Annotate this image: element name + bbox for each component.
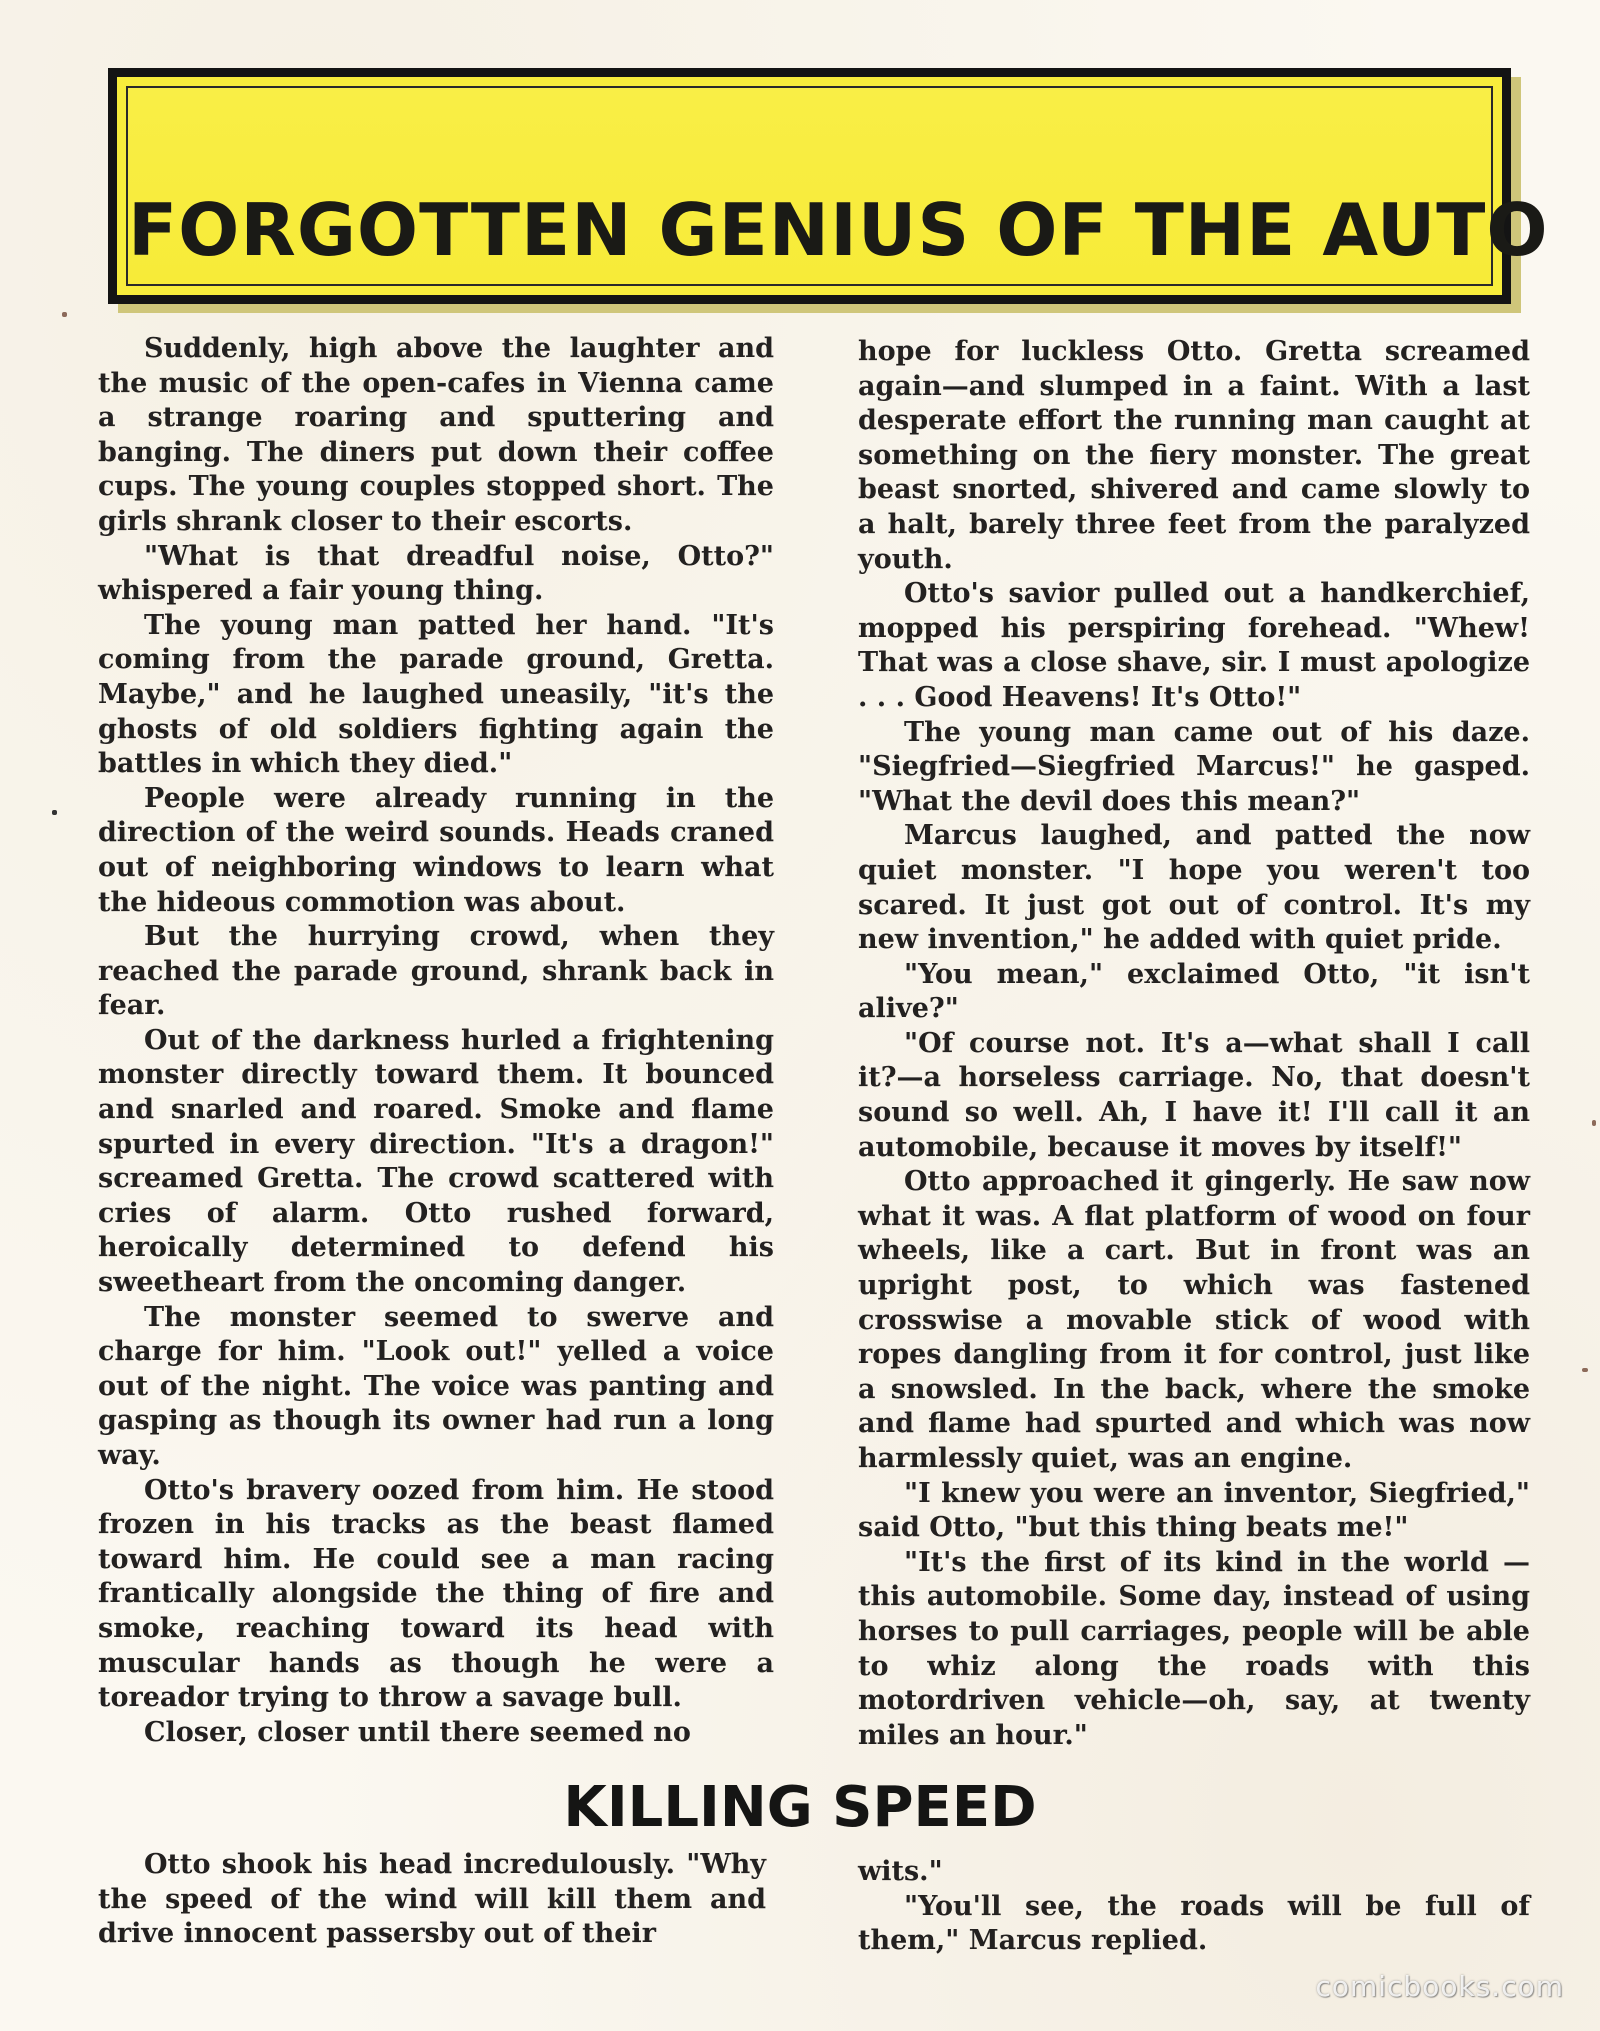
paragraph: Otto's savior pulled out a handkerchief, mopped his perspiring forehead. "Whew! That was a close shave, sir. I must apologize . . . Good Heavens! It's Otto!" — [858, 578, 1530, 713]
paragraph: Otto approached it gingerly. He saw now what it was. A flat platform of wood on four wheels, like a cart. But in front was an upright post, to which was fastened crosswise a movable stick of wood with ropes dangling from it for control, just like a snowsled. In the back, where the smoke and flame had spurted and which was now harmlessly quiet, was an engine. — [858, 1166, 1530, 1474]
print-speck — [62, 312, 67, 317]
print-speck — [1592, 1120, 1596, 1126]
paragraph: The young man came out of his daze. "Siegfried—Siegfried Marcus!" he gasped. "What the devil does this mean?" — [858, 716, 1530, 817]
paragraph: People were already running in the direction of the weird sounds. Heads craned out of neighboring windows to learn what the hideous commotion was about. — [98, 782, 774, 918]
paragraph: "You mean," exclaimed Otto, "it isn't alive?" — [858, 958, 1530, 1025]
paragraph: "Of course not. It's a—what shall I call it?—a horseless carriage. No, that doesn't sound so well. Ah, I have it! I'll call it an automobile, because it moves by itself!" — [858, 1027, 1530, 1163]
page-title: FORGOTTEN GENIUS OF THE AUTO — [128, 188, 1549, 272]
left-column-top — [98, 332, 774, 1750]
paragraph: The young man patted her hand. "It's coming from the parade ground, Gretta. Maybe," and he laughed uneasily, "it's the ghosts of old soldiers fighting again the battles in which they died." — [98, 609, 774, 780]
right-column-bottom — [858, 1855, 1530, 1959]
paragraph: The monster seemed to swerve and charge for him. "Look out!" yelled a voice out of the night. The voice was panting and gasping as though its owner had run a long way. — [98, 1301, 774, 1471]
paragraph: Suddenly, high above the laughter and the music of the open-cafes in Vienna came a strange roaring and sputtering and banging. The diners put down their coffee cups. The young couples stopped short. The girls shrank closer to their escorts. — [98, 333, 774, 537]
paragraph: Otto shook his head incredulously. "Why the speed of the wind will kill them and drive innocent passersby out of their — [98, 1849, 766, 1950]
paragraph: "I knew you were an inventor, Siegfried," said Otto, "but this thing beats me!" — [858, 1477, 1530, 1544]
paragraph: "It's the first of its kind in the world — this automobile. Some day, instead of using horses to pull carriages, people will be able to whiz along the roads with this motordriven vehicle—oh, say, at twenty miles an hour." — [858, 1546, 1530, 1751]
right-column-top — [858, 335, 1530, 1753]
section-heading: KILLING SPEED — [563, 1775, 1037, 1840]
paragraph: wits." — [858, 1856, 943, 1887]
paragraph: Otto's bravery oozed from him. He stood frozen in his tracks as the beast flamed toward him. He could see a man racing frantically alongside the thing of fire and smoke, reaching toward its head with muscular hands as though he were a toreador trying to throw a savage bull. — [98, 1474, 774, 1714]
paragraph: hope for luckless Otto. Gretta screamed again—and slumped in a faint. With a last desperate effort the running man caught at something on the fiery monster. The great beast snorted, shivered and came slowly to a halt, barely three feet from the paralyzed youth. — [858, 336, 1530, 575]
title-banner — [108, 68, 1549, 304]
paragraph: "What is that dreadful noise, Otto?" whispered a fair young thing. — [98, 540, 774, 607]
paragraph: Out of the darkness hurled a frightening monster directly toward them. It bounced and snarled and roared. Smoke and flame spurted in every direction. "It's a dragon!" screamed Gretta. The crowd scattered with cries of alarm. Otto rushed forward, heroically determined to defend his sweetheart from the oncoming danger. — [98, 1024, 774, 1299]
paragraph: Marcus laughed, and patted the now quiet monster. "I hope you weren't too scared. It just got out of control. It's my new invention," he added with quiet pride. — [858, 820, 1530, 956]
paragraph: Closer, closer until there seemed no — [144, 1716, 691, 1748]
paragraph: But the hurrying crowd, when they reached the parade ground, shrank back in fear. — [98, 921, 774, 1022]
watermark: comicbooks.com — [1315, 1970, 1564, 2003]
print-speck — [1582, 1368, 1588, 1372]
paragraph: "You'll see, the roads will be full of them," Marcus replied. — [858, 1890, 1530, 1957]
print-speck — [52, 810, 57, 815]
title-banner-inner — [126, 86, 1549, 286]
left-column-bottom — [98, 1848, 766, 1952]
